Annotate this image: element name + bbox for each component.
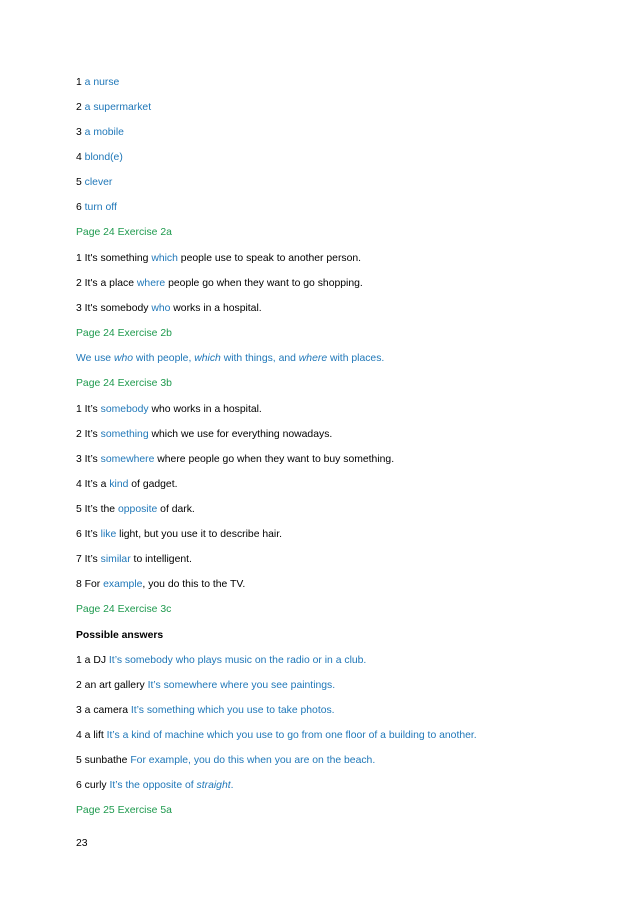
line-text: 1 It's something	[76, 253, 152, 264]
answer-text: where	[136, 278, 166, 289]
text-line	[76, 101, 151, 115]
line-text: , you do this to the TV.	[142, 579, 246, 590]
line-text: 23	[76, 838, 88, 849]
answer-text: who	[151, 303, 171, 314]
section-heading: Page 24 Exercise 3b	[76, 378, 172, 389]
answer-text: with things, and	[220, 353, 299, 364]
answer-text: It’s something which you use to take photos.	[130, 705, 335, 716]
answer-text: somewhere	[100, 454, 155, 465]
answer-text: turn off	[84, 202, 117, 213]
line-text: 4 a lift	[76, 730, 107, 741]
page-number	[76, 837, 88, 851]
text-line	[76, 201, 117, 215]
line-text: people use to speak to another person.	[177, 253, 362, 264]
line-text: 2	[76, 102, 85, 113]
answer-text: For example, you do this when you are on the beach.	[130, 755, 376, 766]
text-line	[76, 428, 332, 442]
answer-text: It’s a kind of machine which you use to go from one floor of a building to another.	[106, 730, 477, 741]
line-text: 3 a camera	[76, 705, 131, 716]
text-line	[76, 578, 245, 592]
line-text: 7 It’s	[76, 554, 101, 565]
text-line	[76, 679, 335, 693]
text-line	[76, 252, 361, 266]
text-line	[76, 226, 172, 240]
line-text: 1 a DJ	[76, 655, 109, 666]
text-line	[76, 729, 477, 743]
answer-text: a mobile	[84, 127, 124, 138]
answer-text: clever	[84, 177, 113, 188]
text-line	[76, 176, 112, 190]
answer-text: a nurse	[84, 77, 120, 88]
line-text: 5 It’s the	[76, 504, 118, 515]
line-text: 5	[76, 177, 85, 188]
text-line	[76, 151, 123, 165]
line-text: people go when they want to go shopping.	[165, 278, 363, 289]
answer-text: kind	[109, 479, 129, 490]
answer-text: like	[100, 529, 117, 540]
line-text: which we use for everything nowadays.	[148, 429, 333, 440]
answer-text: which	[151, 253, 178, 264]
answer-text: It’s somewhere where you see paintings.	[147, 680, 336, 691]
line-text: of gadget.	[128, 479, 178, 490]
text-line	[76, 629, 163, 643]
text-line	[76, 553, 192, 567]
line-text: 3 It's somebody	[76, 303, 152, 314]
answer-text: example	[103, 579, 143, 590]
answer-text: who	[113, 353, 133, 364]
text-line	[76, 528, 282, 542]
text-line	[76, 603, 171, 617]
line-text: 2 It’s	[76, 429, 101, 440]
line-text: 1	[76, 77, 85, 88]
text-line	[76, 779, 234, 793]
text-line	[76, 352, 384, 366]
text-line	[76, 478, 177, 492]
section-heading: Page 24 Exercise 2b	[76, 328, 172, 339]
text-line	[76, 302, 262, 316]
answer-text: a supermarket	[84, 102, 152, 113]
line-text: of dark.	[157, 504, 195, 515]
line-text: who works in a hospital.	[148, 404, 262, 415]
line-text: 3 It’s	[76, 454, 101, 465]
line-text: 6 It’s	[76, 529, 101, 540]
answer-text: with people,	[133, 353, 195, 364]
line-text: where people go when they want to buy something.	[154, 454, 395, 465]
answer-text: .	[230, 780, 234, 791]
line-text: 1 It’s	[76, 404, 101, 415]
line-text: 6	[76, 202, 85, 213]
text-line	[76, 804, 172, 818]
section-heading: Page 25 Exercise 5a	[76, 805, 172, 816]
line-text: works in a hospital.	[170, 303, 262, 314]
answer-text: somebody	[100, 404, 149, 415]
line-text: to intelligent.	[130, 554, 192, 565]
line-text: 5 sunbathe	[76, 755, 131, 766]
text-line	[76, 327, 172, 341]
text-line	[76, 76, 119, 90]
text-line	[76, 377, 172, 391]
text-line	[76, 754, 375, 768]
text-line	[76, 503, 195, 517]
section-heading: Page 24 Exercise 2a	[76, 227, 172, 238]
text-line	[76, 126, 124, 140]
line-text: 6 curly	[76, 780, 110, 791]
answer-text: something	[100, 429, 149, 440]
answer-text: blond(e)	[84, 152, 123, 163]
answer-text: It’s the opposite of	[109, 780, 197, 791]
answer-text: It’s somebody who plays music on the radio or in a club.	[108, 655, 367, 666]
text-line	[76, 453, 394, 467]
line-text: 4 It’s a	[76, 479, 110, 490]
answer-text: where	[298, 353, 328, 364]
line-text: 2 It's a place	[76, 278, 137, 289]
answer-text: with places.	[327, 353, 385, 364]
line-text: Possible answers	[76, 630, 164, 641]
text-line	[76, 403, 262, 417]
line-text: 8 For	[76, 579, 104, 590]
answer-text: We use	[76, 353, 114, 364]
answer-text: similar	[100, 554, 131, 565]
line-text: light, but you use it to describe hair.	[116, 529, 283, 540]
text-line	[76, 704, 335, 718]
answer-text: opposite	[117, 504, 158, 515]
line-text: 4	[76, 152, 85, 163]
line-text: 2 an art gallery	[76, 680, 148, 691]
line-text: 3	[76, 127, 85, 138]
answer-text: straight	[196, 780, 231, 791]
answer-text: which	[194, 353, 221, 364]
text-line	[76, 654, 366, 668]
section-heading: Page 24 Exercise 3c	[76, 604, 172, 615]
text-line	[76, 277, 363, 291]
